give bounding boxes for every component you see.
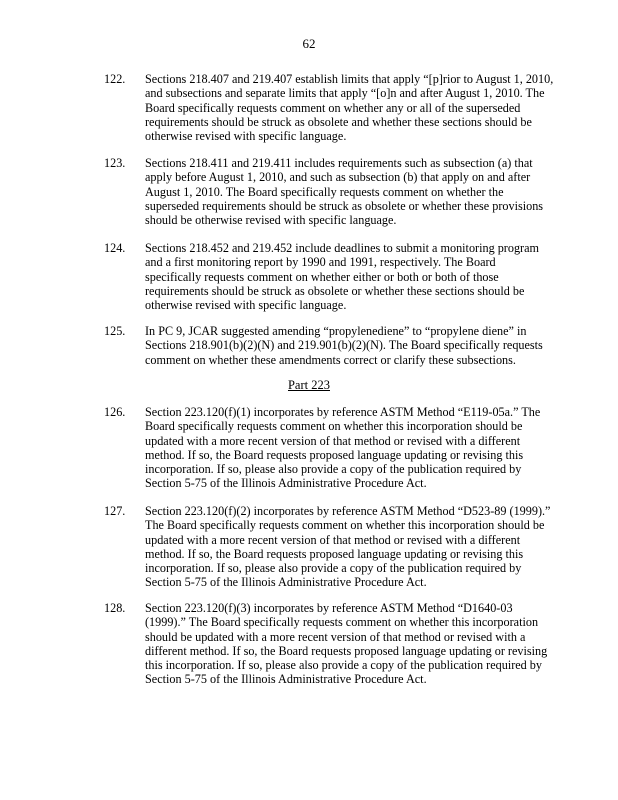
page-number: 62: [302, 36, 316, 51]
item-text: Section 223.120(f)(3) incorporates by reference ASTM Method “D1640-03 (1999).” The Board specifically requests comment on whether this incorporation should be updated with a more recent version of that method or revised with a different method. If so, the Board requests proposed language updating or revising this incorporation. If so, please also provide a copy of the publication required by Section 5-75 of the Illinois Administrative Procedure Act.: [145, 601, 548, 687]
list-item: [104, 504, 554, 590]
list-item: [104, 156, 554, 227]
item-text: Section 223.120(f)(2) incorporates by reference ASTM Method “D523-89 (1999).” The Board specifically requests comment on whether this incorporation should be updated with a more recent version of that method or revised with a different method. If so, the Board requests proposed language updating or revising this incorporation. If so, please also provide a copy of the publication required by Section 5-75 of the Illinois Administrative Procedure Act.: [145, 504, 551, 590]
list-item: [104, 241, 554, 312]
item-text: Section 223.120(f)(1) incorporates by reference ASTM Method “E119-05a.” The Board specifically requests comment on whether this incorporation should be updated with a more recent version of that method or revised with a different method. If so, the Board requests proposed language updating or revising this incorporation. If so, please also provide a copy of the publication required by Section 5-75 of the Illinois Administrative Procedure Act.: [145, 405, 541, 491]
item-number: 122.: [104, 72, 126, 86]
item-number: 126.: [104, 405, 126, 419]
section-heading: Part 223: [287, 378, 330, 392]
item-text: Sections 218.452 and 219.452 include deadlines to submit a monitoring program and a first monitoring report by 1990 and 1991, respectively. The Board specifically requests comment on whether either or both or both of those requirements should be struck as obsolete or whether these sections should be otherwise revised with specific language.: [145, 241, 540, 313]
list-item: [104, 601, 554, 687]
item-number: 127.: [104, 504, 126, 518]
item-number: 123.: [104, 156, 126, 170]
list-item: [104, 405, 554, 491]
item-number: 124.: [104, 241, 126, 255]
item-text: In PC 9, JCAR suggested amending “propylenediene” to “propylene diene” in Sections 218.901(b)(2)(N) and 219.901(b)(2)(N). The Board specifically requests comment on whether these amendments correct or clarify these subsections.: [145, 324, 543, 367]
item-number: 125.: [104, 324, 126, 338]
list-item: [104, 72, 554, 143]
item-text: Sections 218.411 and 219.411 includes requirements such as subsection (a) that apply before August 1, 2010, and such as subsection (b) that apply on and after August 1, 2010. The Board specifically requests comment on whether the superseded requirements should be struck as obsolete or whether these provisions should be otherwise revised with specific language.: [145, 156, 544, 228]
item-text: Sections 218.407 and 219.407 establish limits that apply “[p]rior to August 1, 2010, and subsections and separate limits that apply “[o]n and after August 1, 2010. The Board specifically requests comment on whether any or all of the superseded requirements should be struck as obsolete and whether these sections should be otherwise revised with specific language.: [145, 72, 554, 144]
item-number: 128.: [104, 601, 126, 615]
list-item: [104, 324, 554, 367]
